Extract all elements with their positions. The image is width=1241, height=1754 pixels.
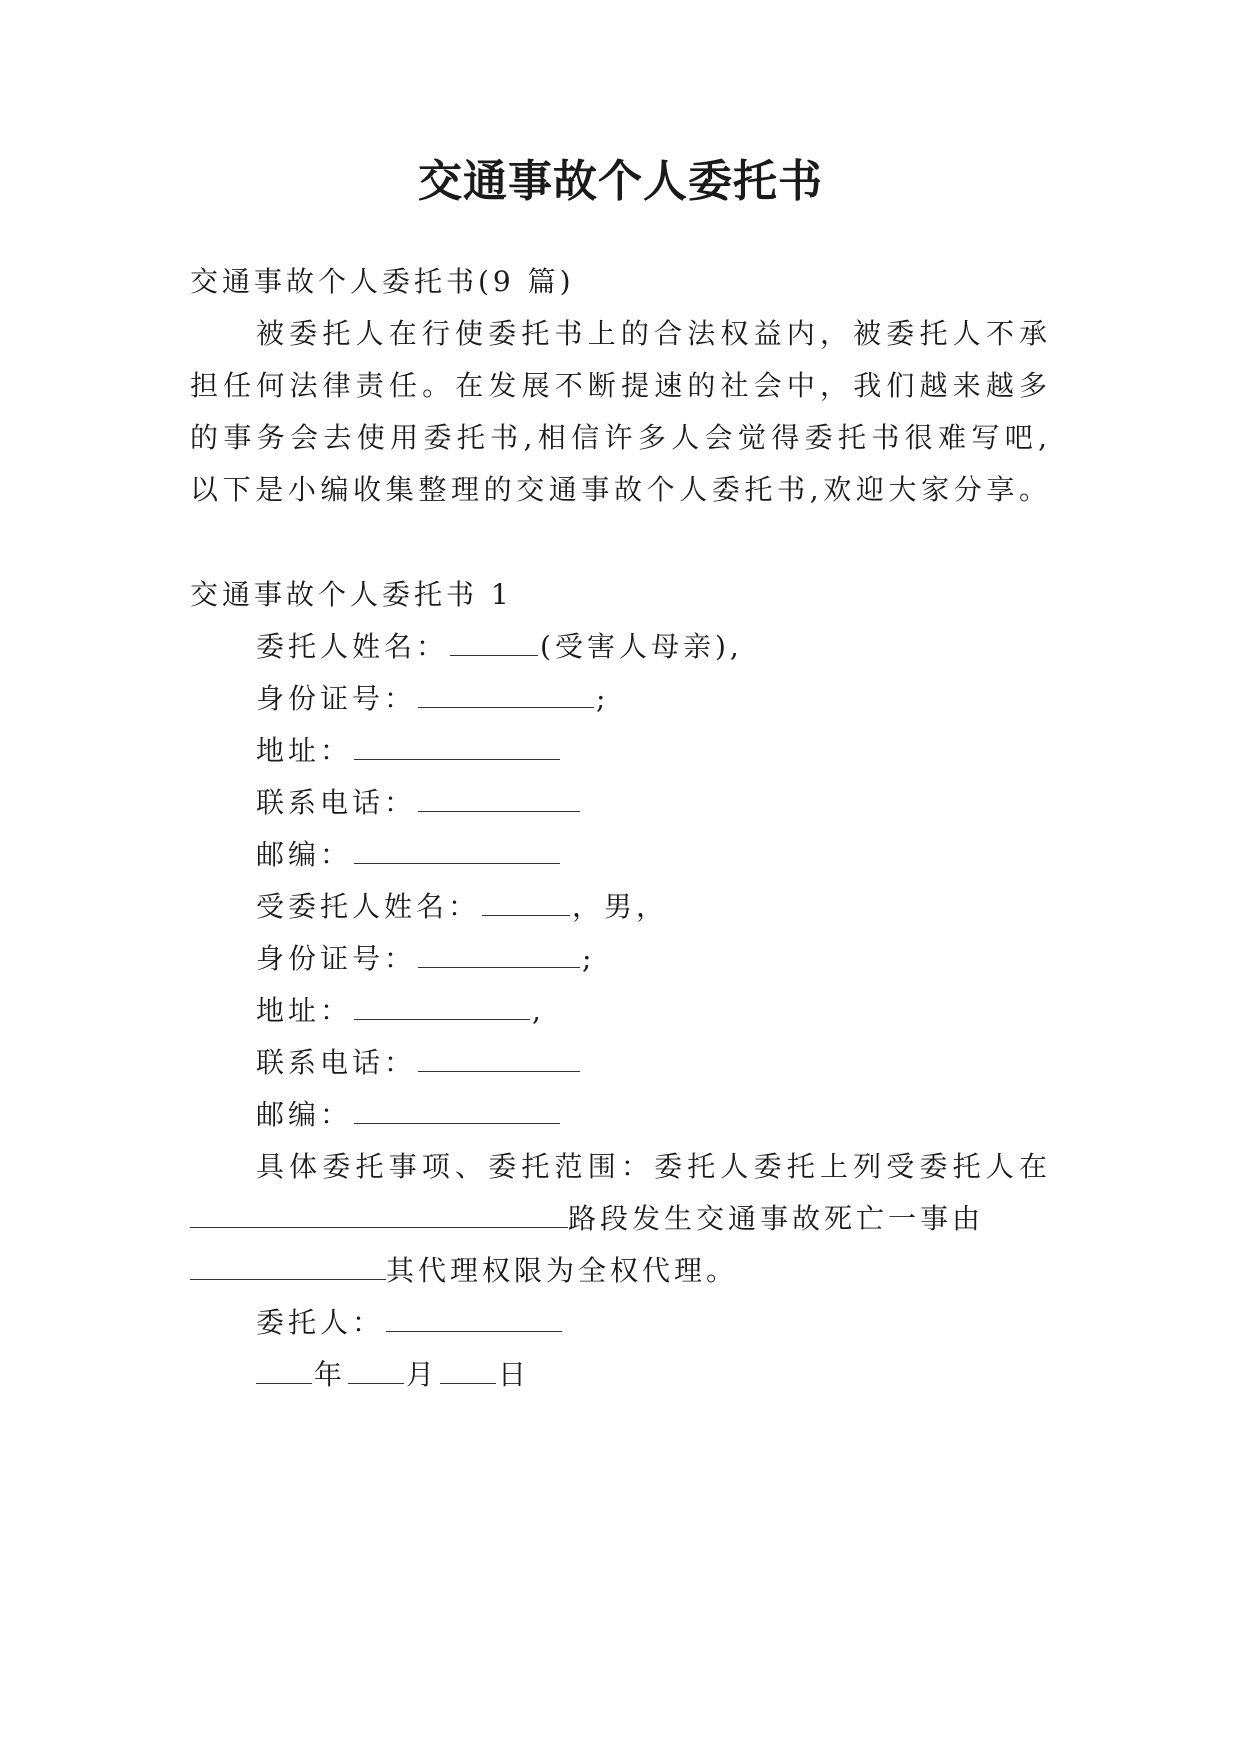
principal-id-semicolon: ;: [596, 682, 610, 715]
intro-line-1: 被委托人在行使委托书上的合法权益内，被委托人不承: [256, 317, 1050, 350]
principal-address-blank: [354, 733, 560, 760]
date-day-label: 日: [498, 1358, 531, 1391]
agent-name-suffix: ，男，: [572, 890, 669, 923]
agent-id-blank: [418, 941, 580, 968]
matters-line-2-text: 路段发生交通事故死亡一事由: [568, 1202, 985, 1235]
date-month-blank: [348, 1357, 404, 1384]
date-year-blank: [256, 1357, 312, 1384]
agent-phone-row: [256, 1043, 582, 1083]
date-row: [256, 1355, 530, 1395]
matters-agent-blank: [190, 1253, 386, 1280]
principal-phone-blank: [418, 785, 580, 812]
principal-address-label: 地址：: [256, 734, 353, 767]
principal-id-row: [256, 679, 609, 719]
agent-name-row: [256, 887, 668, 927]
principal-name-row: [256, 627, 743, 667]
principal-id-blank: [418, 681, 594, 708]
principal-address-row: [256, 731, 562, 771]
agent-id-semicolon: ;: [582, 942, 596, 975]
agent-address-row: [256, 991, 545, 1031]
principal-zip-row: [256, 835, 562, 875]
agent-id-row: [256, 939, 595, 979]
intro-line-2: 担任何法律责任。在发展不断提速的社会中，我们越来越多: [190, 369, 1050, 402]
agent-address-label: 地址：: [256, 994, 353, 1027]
agent-phone-blank: [418, 1045, 580, 1072]
principal-name-label: 委托人姓名：: [256, 630, 449, 663]
agent-name-label: 受委托人姓名：: [256, 890, 481, 923]
principal-name-suffix: (受害人母亲),: [540, 630, 743, 663]
agent-zip-blank: [354, 1097, 560, 1124]
principal-id-label: 身份证号：: [256, 682, 417, 715]
signature-label: 委托人：: [256, 1306, 385, 1339]
agent-zip-label: 邮编：: [256, 1098, 353, 1131]
signature-row: [256, 1303, 564, 1343]
principal-zip-blank: [354, 837, 560, 864]
agent-id-label: 身份证号：: [256, 942, 417, 975]
principal-name-blank: [450, 629, 538, 656]
heading-main: 交通事故个人委托书(9 篇): [190, 265, 575, 298]
principal-phone-label: 联系电话：: [256, 786, 417, 819]
matters-line-3: [190, 1251, 738, 1291]
matters-line-3-text: 其代理权限为全权代理。: [386, 1254, 739, 1287]
agent-address-blank: [354, 993, 530, 1020]
intro-line-4: 以下是小编收集整理的交通事故个人委托书,欢迎大家分享。: [190, 473, 1050, 506]
document-title: 交通事故个人委托书: [418, 156, 823, 207]
date-month-label: 月: [406, 1358, 439, 1391]
agent-address-comma: ,: [532, 994, 545, 1027]
agent-phone-label: 联系电话：: [256, 1046, 417, 1079]
principal-zip-label: 邮编：: [256, 838, 353, 871]
matters-line-1: 具体委托事项、委托范围：委托人委托上列受委托人在: [256, 1150, 1050, 1183]
date-year-label: 年: [314, 1358, 347, 1391]
principal-phone-row: [256, 783, 582, 823]
section-title: 交通事故个人委托书 1: [190, 578, 513, 611]
agent-zip-row: [256, 1095, 562, 1135]
signature-blank: [386, 1305, 562, 1332]
matters-line-2: [190, 1199, 984, 1239]
date-day-blank: [440, 1357, 496, 1384]
matters-location-blank: [190, 1201, 568, 1228]
intro-line-3: 的事务会去使用委托书,相信许多人会觉得委托书很难写吧,: [190, 421, 1050, 454]
agent-name-blank: [482, 889, 570, 916]
